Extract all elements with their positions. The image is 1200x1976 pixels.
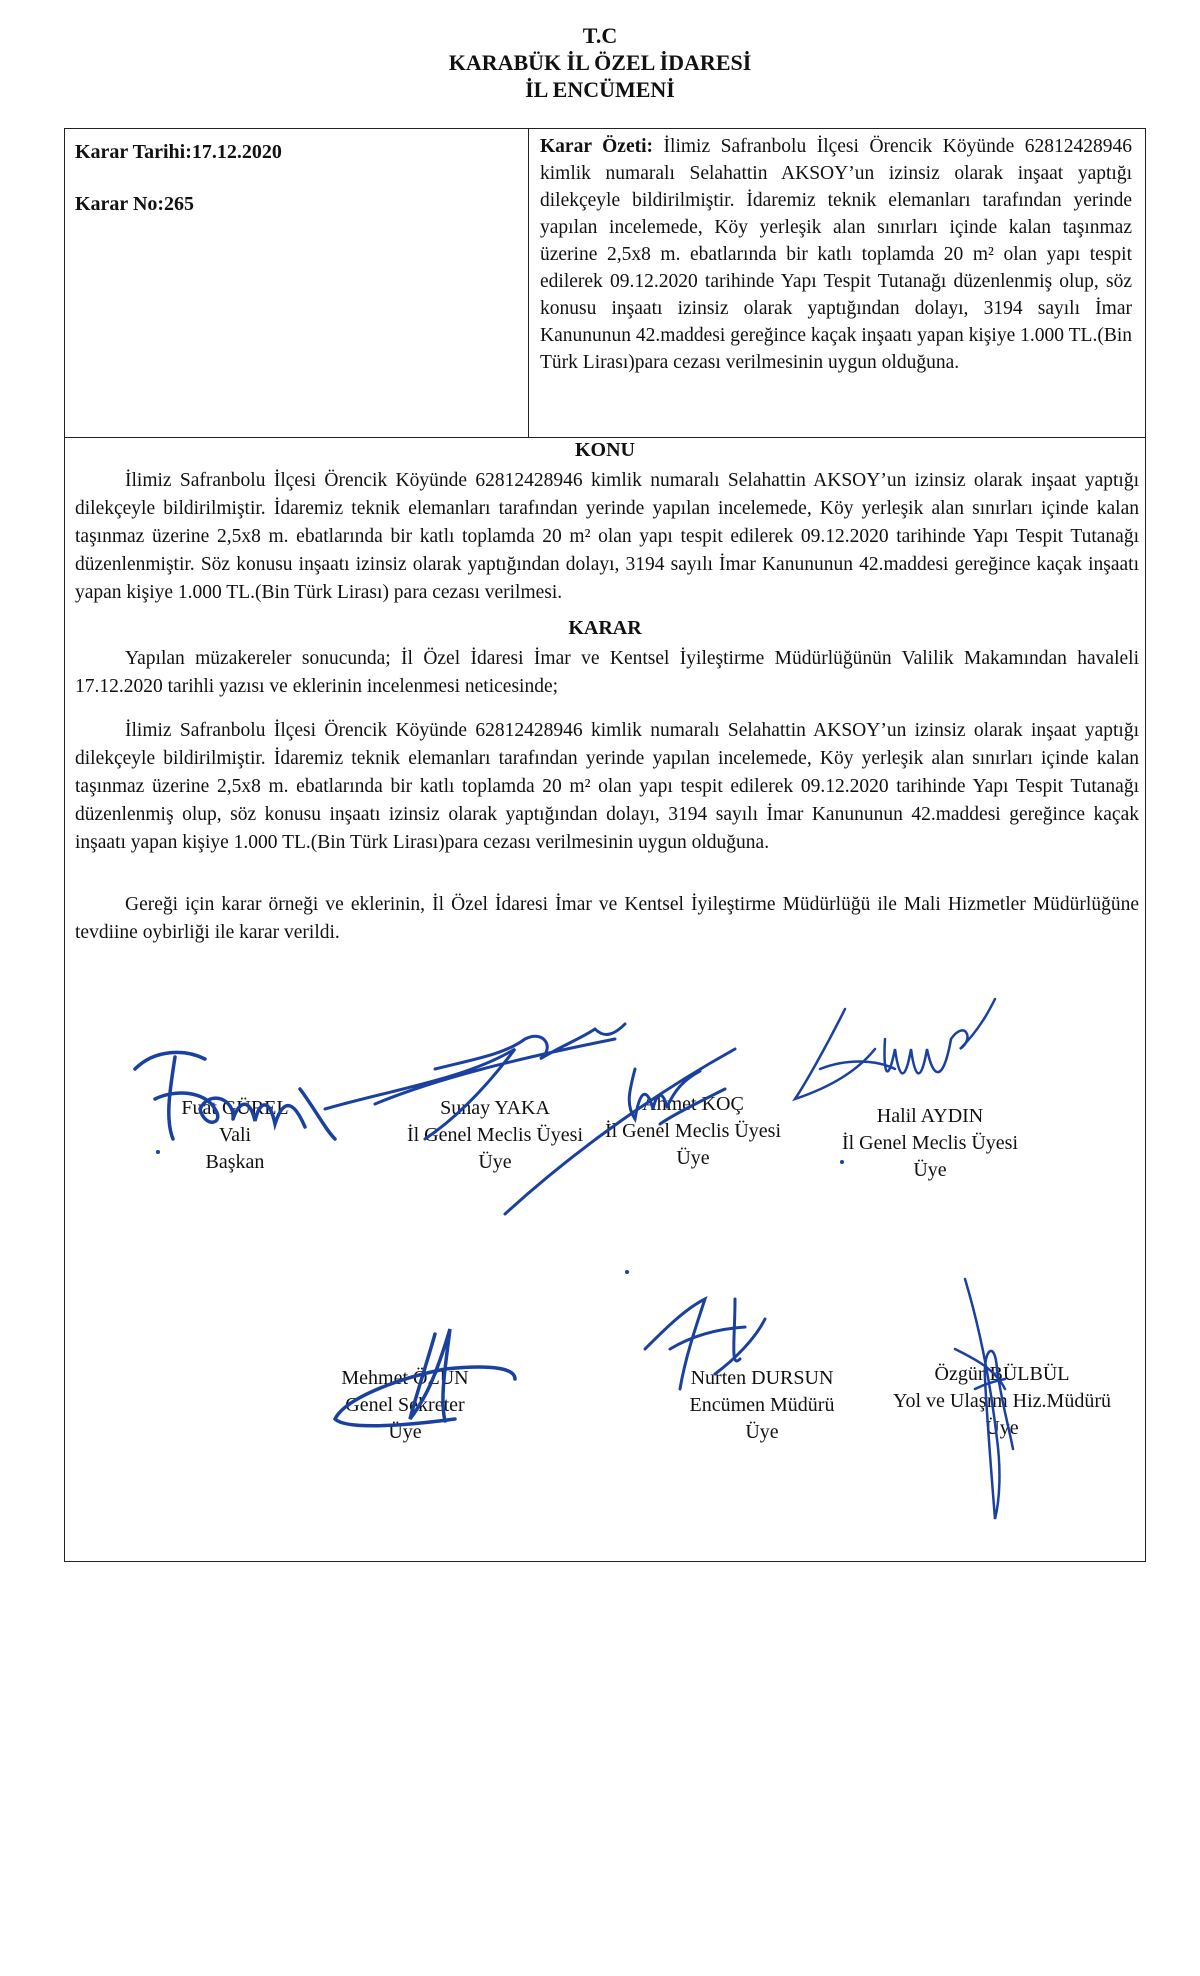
signatory-role: Üye xyxy=(913,1159,947,1181)
signatory-title: Yol ve Ulaşım Hiz.Müdürü xyxy=(893,1390,1111,1412)
decision-meta-cell xyxy=(65,129,529,437)
karar-paragraph-2: İlimiz Safranbolu İlçesi Örencik Köyünde 62812428946 kimlik numaralı Selahattin AKSOY’un izinsiz olarak inşaat yaptığı dilekçeyle bildirilmiştir. İdaremiz teknik elemanları tarafından yerinde yapılan incelemede, Köy yerleşik alan sınırları içinde kalan taşınmaz üzerine 2,5x8 m. ebatlarında bir katlı toplamda 20 m² olan yapı tespit edilerek 09.12.2020 tarihinde Yapı Tespit Tutanağı düzenlenmiş olup, söz konusu inşaatı izinsiz olarak yaptığından dolayı, 3194 sayılı İmar Kanununun 42.maddesi gereğince kaçak inşaatı yapan kişiye 1.000 TL.(Bin Türk Lirası)para cezası verilmesinin uygun olduğuna. xyxy=(75,720,1139,853)
ink-dot xyxy=(625,1270,629,1274)
decision-date: Karar Tarihi:17.12.2020 xyxy=(75,141,282,163)
decision-number: Karar No:265 xyxy=(75,193,195,215)
summary-text: İlimiz Safranbolu İlçesi Örencik Köyünde 62812428946 kimlik numaralı Selahattin AKSOY’un izinsiz olarak inşaat yaptığı dilekçeyle bildirilmiştir. İdaremiz teknik elemanları tarafından yerinde yapılan incelemede, Köy yerleşik alan sınırları içinde kalan taşınmaz üzerine 2,5x8 m. ebatlarında bir katlı toplamda 20 m² olan yapı tespit edilerek 09.12.2020 tarihinde Yapı Tespit Tutanağı düzenlenmiş olup, söz konusu inşaatı izinsiz olarak yaptığından dolayı, 3194 sayılı İmar Kanununun 42.maddesi gereğince kaçak inşaatı yapan kişiye 1.000 TL.(Bin Türk Lirası)para cezası verilmesinin uygun olduğuna. xyxy=(540,136,1133,373)
signatory-role: Üye xyxy=(478,1151,512,1173)
signatory-name: Özgür BÜLBÜL xyxy=(934,1363,1070,1385)
signatory-title: İl Genel Meclis Üyesi xyxy=(841,1132,1019,1154)
signature-scribble-5 xyxy=(315,1309,615,1449)
document-header xyxy=(0,22,1200,103)
signatory-title: İl Genel Meclis Üyesi xyxy=(406,1124,584,1146)
decision-frame xyxy=(64,128,1146,1562)
karar-paragraph-3: Gereği için karar örneği ve eklerinin, İl Özel İdaresi İmar ve Kentsel İyileştirme Müdürlüğü ile Mali Hizmetler Müdürlüğüne tevdiine oybirliği ile karar verildi. xyxy=(75,894,1139,943)
signatory-title: Genel Sekreter xyxy=(345,1394,465,1416)
konu-text: İlimiz Safranbolu İlçesi Örencik Köyünde 62812428946 kimlik numaralı Selahattin AKSOY’un izinsiz olarak inşaat yaptığı dilekçeyle bildirilmiştir. İdaremiz teknik elemanları tarafından yerinde yapılan incelemede, Köy yerleşik alan sınırları içinde kalan taşınmaz üzerine 2,5x8 m. ebatlarında bir katlı toplamda 20 m² olan yapı tespit edilerek 09.12.2020 tarihinde Yapı Tespit Tutanağı düzenlenmiştir. Söz konusu inşaatı izinsiz olarak yaptığından dolayı, 3194 sayılı İmar Kanununun 42.maddesi gereğince kaçak inşaatı yapan kişiye 1.000 TL.(Bin Türk Lirası) para cezası verilmesi. xyxy=(75,470,1139,603)
signatory-role: Üye xyxy=(745,1421,779,1443)
signatory-role: Üye xyxy=(388,1421,422,1443)
signatory-name: Sunay YAKA xyxy=(440,1097,550,1119)
signature-scribble-3 xyxy=(485,1009,805,1219)
decision-summary xyxy=(540,133,1132,376)
signatory-name: Ahmet KOÇ xyxy=(642,1093,744,1115)
signatory-name: Mehmet ÖZUN xyxy=(341,1367,469,1389)
signatory-name: Fuat GÜREL xyxy=(181,1097,289,1119)
signatory-role: Üye xyxy=(985,1417,1019,1439)
signatory-name: Nurten DURSUN xyxy=(690,1367,834,1389)
header-institution: KARABÜK İL ÖZEL İDARESİ xyxy=(448,50,752,75)
decision-top-row xyxy=(65,129,1145,438)
signatory-role: Üye xyxy=(676,1147,710,1169)
konu-title: KONU xyxy=(575,439,635,461)
signatory-role: Başkan xyxy=(205,1151,265,1173)
signatory-title: İl Genel Meclis Üyesi xyxy=(604,1120,782,1142)
signature-scribble-7 xyxy=(935,1269,1065,1529)
karar-title: KARAR xyxy=(568,617,642,639)
summary-label: Karar Özeti: xyxy=(540,136,654,157)
signature-scribble-6 xyxy=(585,1279,845,1419)
header-tc: T.C xyxy=(582,23,618,48)
ink-dot xyxy=(156,1150,160,1154)
signatory-title: Encümen Müdürü xyxy=(689,1394,835,1416)
signature-scribble-4 xyxy=(765,989,1045,1139)
karar-paragraph-1: Yapılan müzakereler sonucunda; İl Özel İdaresi İmar ve Kentsel İyileştirme Müdürlüğünün Valilik Makamından havaleli 17.12.2020 tarihli yazısı ve eklerinin incelenmesi neticesinde; xyxy=(75,648,1139,697)
ink-dot xyxy=(840,1160,844,1164)
signatory-name: Halil AYDIN xyxy=(876,1105,984,1127)
signatory-title: Vali xyxy=(218,1124,252,1146)
header-council: İL ENCÜMENİ xyxy=(525,77,675,102)
